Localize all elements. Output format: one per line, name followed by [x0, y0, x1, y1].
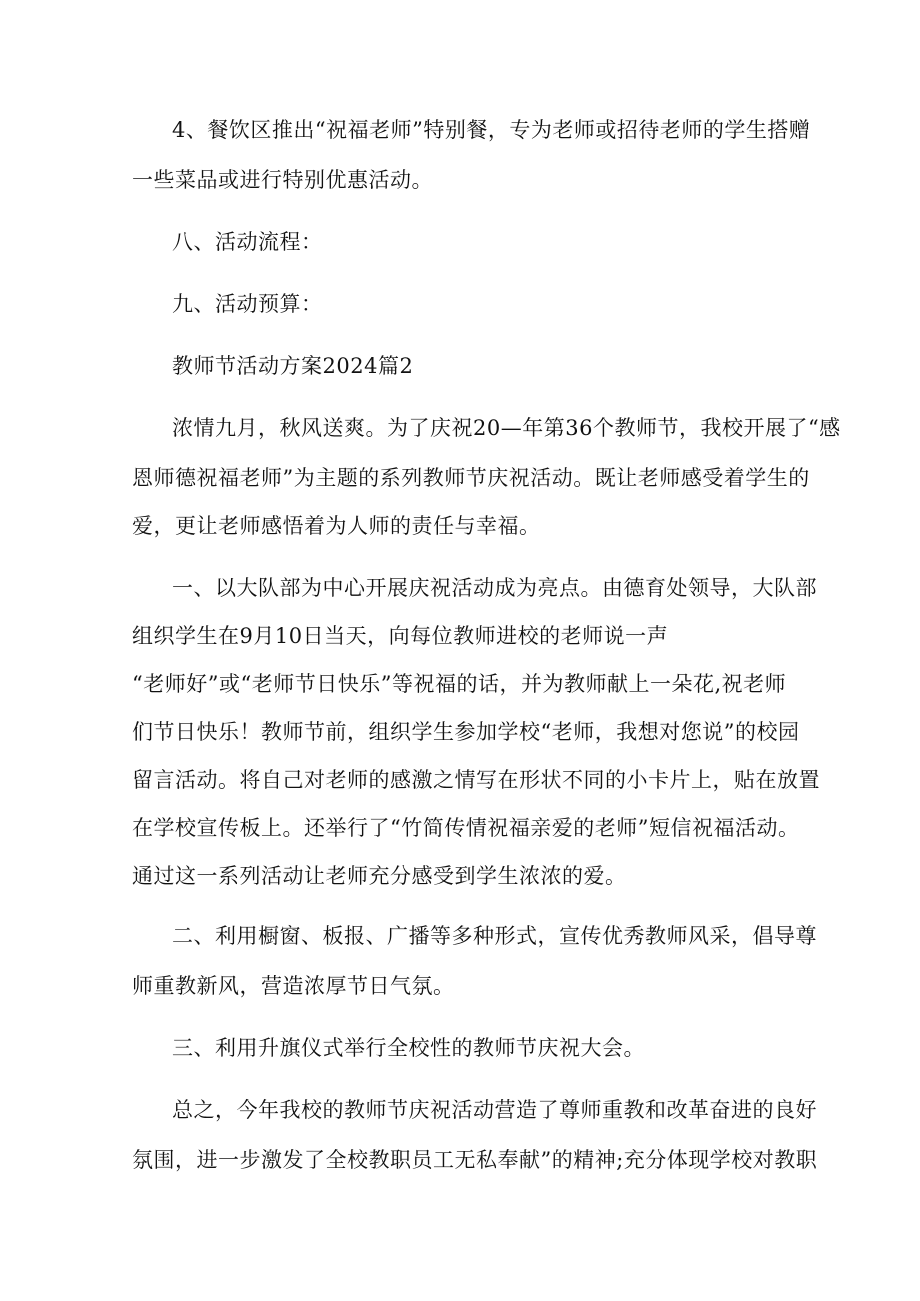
paragraph-line: 4、餐饮区推出“祝福老师”特别餐，专为老师或招待老师的学生搭赠 [172, 118, 811, 142]
paragraph-line: 组织学生在9月10日当天，向每位教师进校的老师说一声 [132, 624, 669, 648]
paragraph-line: 们节日快乐！教师节前，组织学生参加学校“老师，我想对您说”的校园 [132, 720, 800, 744]
paragraph-line: 一些菜品或进行特别优惠活动。 [132, 168, 433, 192]
paragraph-line: 爱，更让老师感悟着为人师的责任与幸福。 [132, 514, 541, 538]
paragraph-line: “老师好”或“老师节日快乐”等祝福的话，并为教师献上一朵花,祝老师 [132, 672, 787, 696]
paragraph-line: 总之，今年我校的教师节庆祝活动营造了尊师重教和改革奋进的良好 [172, 1098, 817, 1122]
paragraph-line: 二、利用橱窗、板报、广播等多种形式，宣传优秀教师风采，倡导尊 [172, 924, 817, 948]
paragraph-line: 师重教新风，营造浓厚节日气氛。 [132, 974, 455, 998]
paragraph-line: 留言活动。将自己对老师的感激之情写在形状不同的小卡片上，贴在放置 [132, 768, 820, 792]
paragraph-line: 一、以大队部为中心开展庆祝活动成为亮点。由德育处领导，大队部 [172, 576, 817, 600]
paragraph-line: 在学校宣传板上。还举行了“竹简传情祝福亲爱的老师”短信祝福活动。 [132, 816, 800, 840]
paragraph-line: 氛围，进一步激发了全校教职员工无私奉献”的精神;充分体现学校对教职 [132, 1148, 818, 1172]
paragraph-line: 浓情九月，秋风送爽。为了庆祝20—年第36个教师节，我校开展了“感 [172, 416, 841, 440]
section-heading: 九、活动预算： [172, 292, 323, 316]
document-title: 教师节活动方案2024篇2 [172, 354, 414, 378]
paragraph-line: 三、利用升旗仪式举行全校性的教师节庆祝大会。 [172, 1036, 645, 1060]
section-heading: 八、活动流程： [172, 230, 323, 254]
paragraph-line: 通过这一系列活动让老师充分感受到学生浓浓的爱。 [132, 864, 627, 888]
paragraph-line: 恩师德祝福老师”为主题的系列教师节庆祝活动。既让老师感受着学生的 [132, 466, 810, 490]
